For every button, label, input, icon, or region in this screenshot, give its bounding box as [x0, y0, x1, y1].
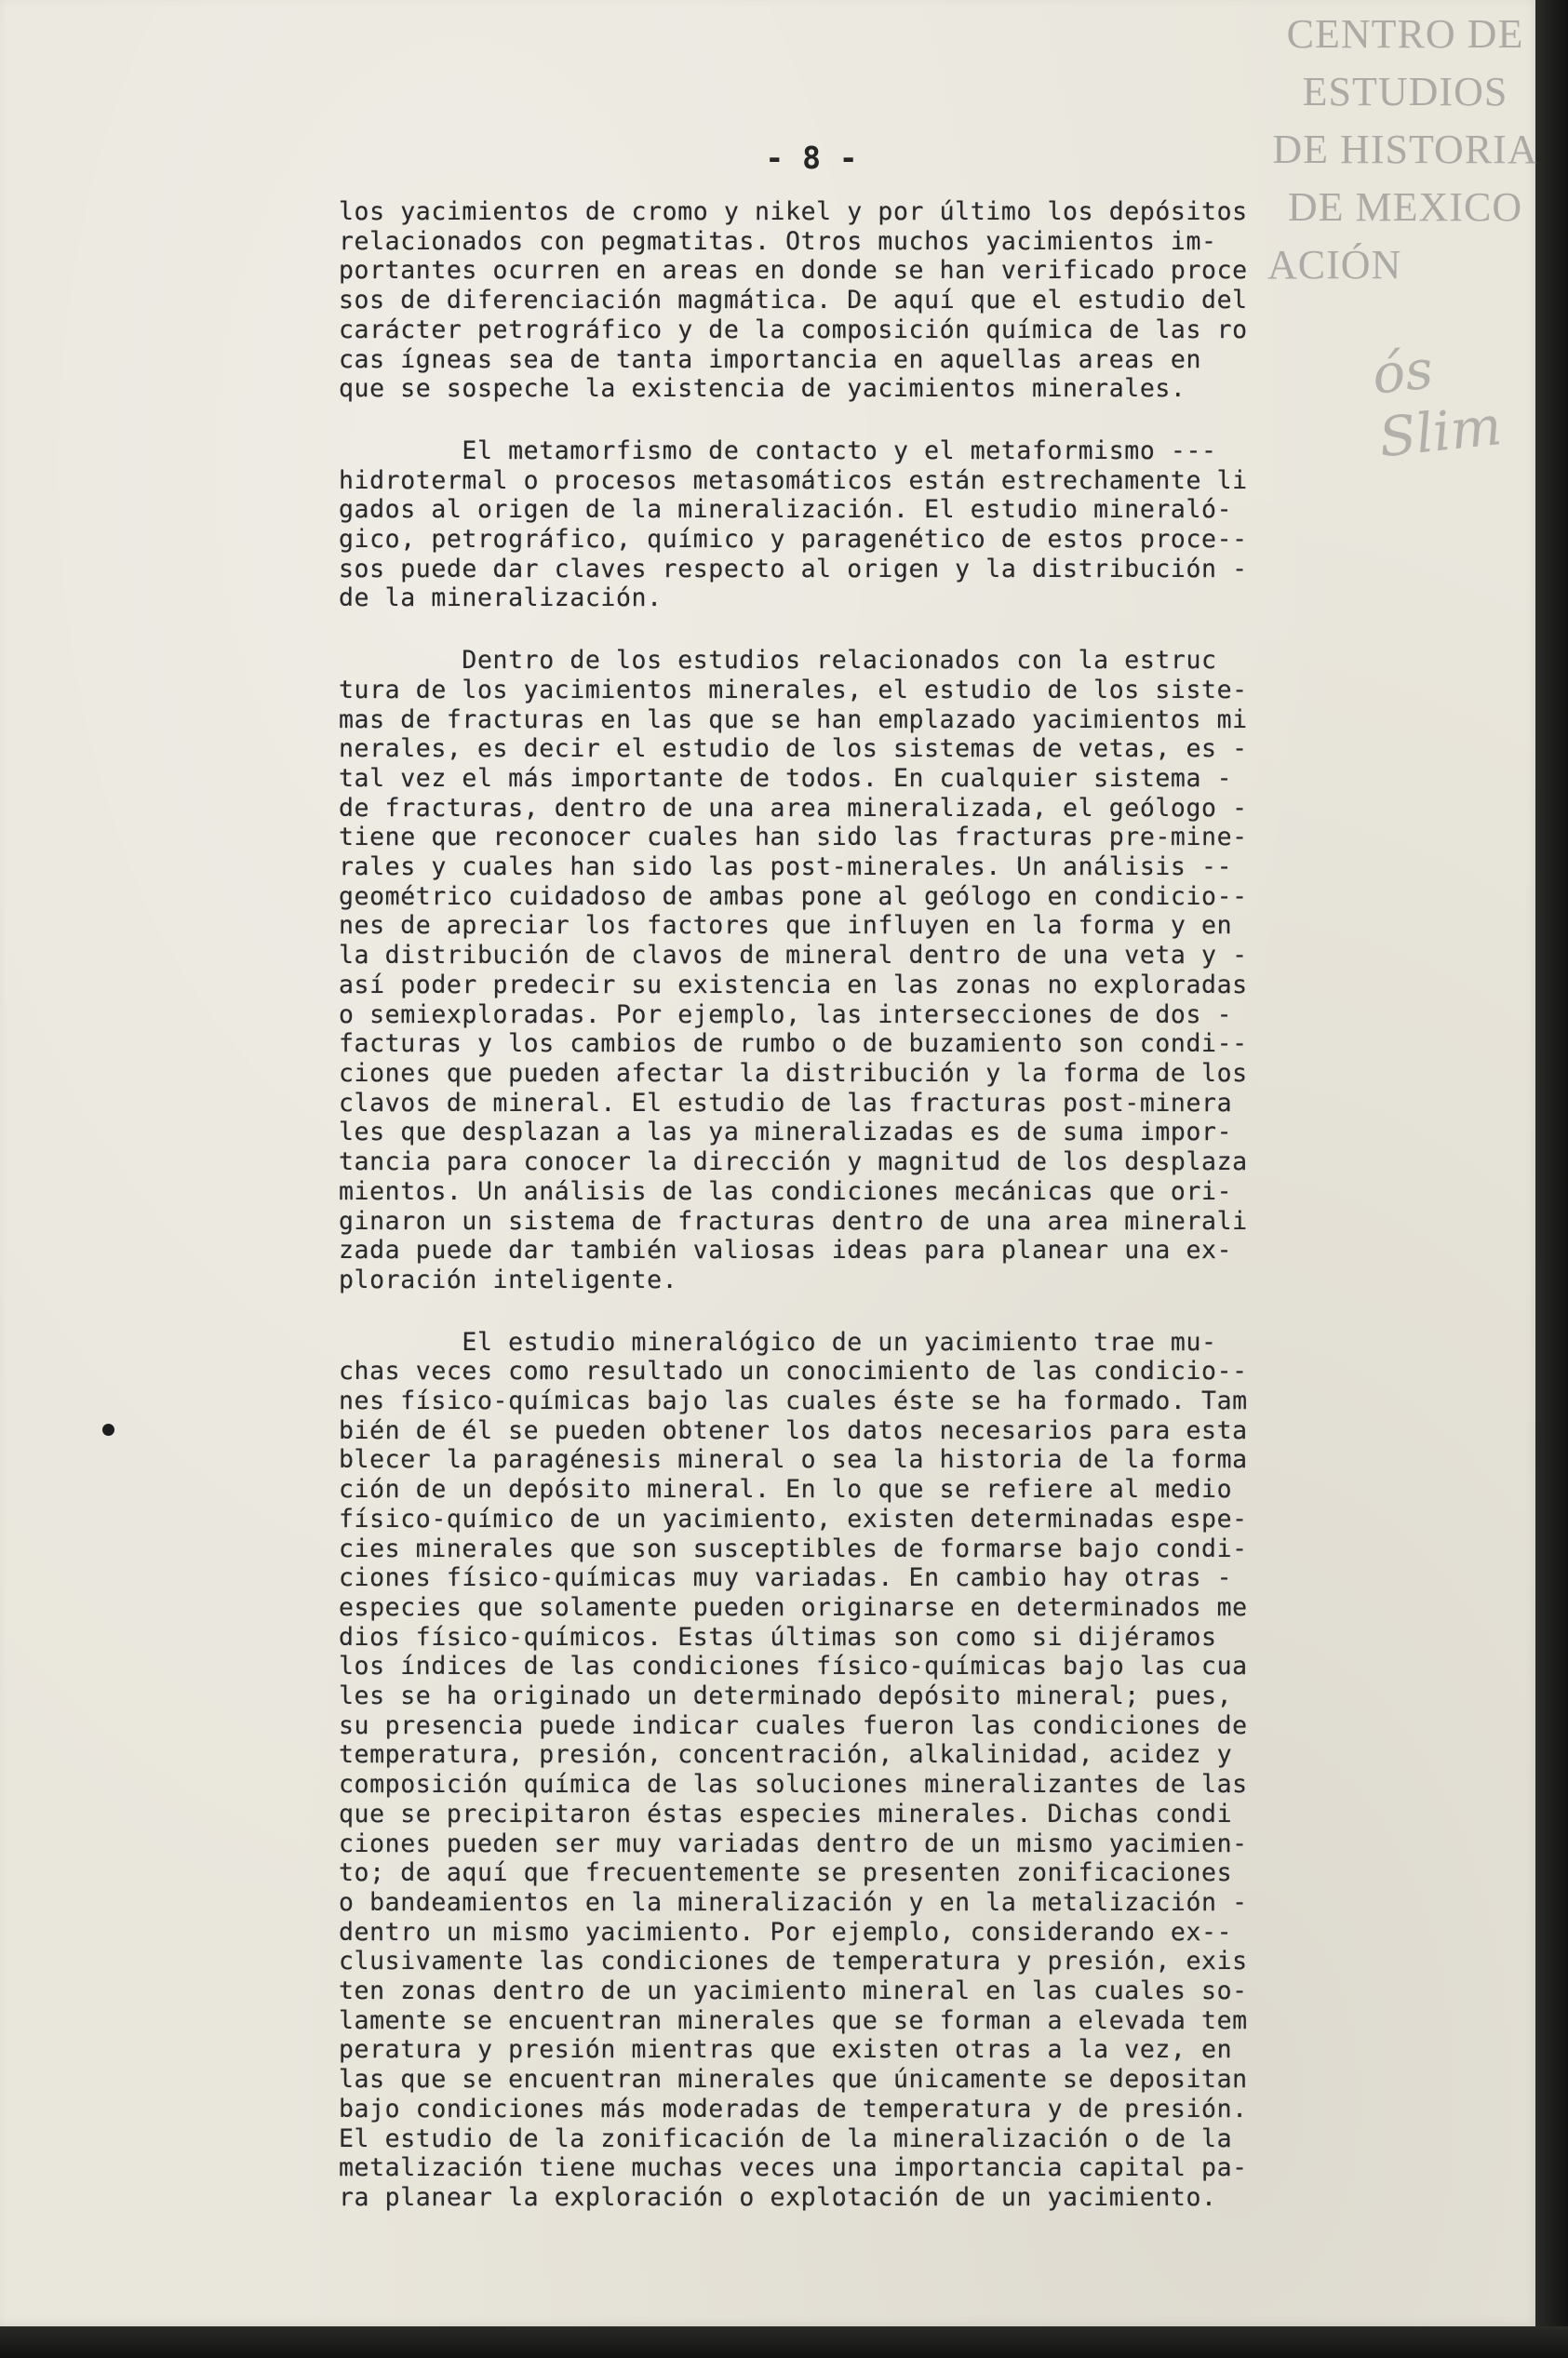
text-line: lamente se encuentran minerales que se forman a elevada tem	[339, 2005, 1248, 2035]
watermark-line: ESTUDIOS	[1302, 69, 1508, 114]
text-line: les que desplazan a las ya mineralizadas es de suma impor-	[339, 1118, 1233, 1147]
text-line: sos de diferenciación magmática. De aquí que el estudio del	[339, 286, 1248, 315]
text-line: El estudio mineralógico de un yacimiento trae mu-	[339, 1327, 1217, 1357]
text-line: blecer la paragénesis mineral o sea la historia de la forma	[339, 1445, 1248, 1475]
text-line: chas veces como resultado un conocimiento de las condicio--	[339, 1357, 1248, 1387]
text-line: físico-químico de un yacimiento, existen determinadas espe-	[339, 1504, 1248, 1534]
text-line: geométrico cuidadoso de ambas pone al geólogo en condicio--	[339, 881, 1248, 911]
text-line: ten zonas dentro de un yacimiento mineral en las cuales so-	[339, 1976, 1248, 2006]
paragraph-1	[339, 197, 1455, 404]
text-line: tancia para conocer la dirección y magnitud de los desplaza	[339, 1147, 1248, 1177]
text-line: de la mineralización.	[339, 583, 663, 613]
text-line: metalización tiene muchas veces una importancia capital pa-	[339, 2153, 1248, 2183]
text-line: portantes ocurren en areas en donde se han verificado proce	[339, 256, 1248, 286]
text-line: su presencia puede indicar cuales fueron las condiciones de	[339, 1710, 1248, 1740]
text-line: ciones físico-químicas muy variadas. En cambio hay otras -	[339, 1563, 1233, 1593]
watermark-line: CENTRO DE	[1286, 11, 1524, 57]
text-line: tiene que reconocer cuales han sido las fracturas pre-mine-	[339, 823, 1248, 852]
text-line: hidrotermal o procesos metasomáticos están estrechamente li	[339, 465, 1248, 495]
text-line: ploración inteligente.	[339, 1265, 678, 1294]
text-line: les se ha originado un determinado depósito mineral; pues,	[339, 1681, 1233, 1711]
text-line: clavos de mineral. El estudio de las fracturas post-minera	[339, 1088, 1233, 1118]
text-line: así poder predecir su existencia en las zonas no exploradas	[339, 970, 1248, 999]
text-line: ginaron un sistema de fracturas dentro de una area minerali	[339, 1206, 1248, 1236]
text-line: facturas y los cambios de rumbo o de buzamiento son condi--	[339, 1029, 1248, 1059]
text-line: to; de aquí que frecuentemente se presenten zonificaciones	[339, 1858, 1233, 1888]
text-line: de fracturas, dentro de una area mineralizada, el geólogo -	[339, 793, 1248, 823]
text-line: carácter petrográfico y de la composición química de las ro	[339, 315, 1248, 344]
page-number: - 8 -	[765, 140, 858, 176]
text-line: ra planear la exploración o explotación de un yacimiento.	[339, 2183, 1217, 2212]
watermark-line: ACIÓN	[1267, 242, 1402, 288]
text-line: relacionados con pegmatitas. Otros muchos yacimientos im-	[339, 226, 1217, 256]
text-line: gados al origen de la mineralización. El estudio mineraló-	[339, 495, 1233, 525]
text-line: peratura y presión mientras que existen otras a la vez, en	[339, 2035, 1233, 2065]
text-line: que se precipitaron éstas especies minerales. Dichas condi	[339, 1799, 1233, 1829]
paragraph-4	[339, 1328, 1455, 2213]
text-line: El metamorfismo de contacto y el metaformismo ---	[339, 435, 1217, 465]
text-line: bién de él se pueden obtener los datos necesarios para esta	[339, 1415, 1248, 1445]
text-line: sos puede dar claves respecto al origen y la distribución -	[339, 554, 1248, 583]
text-line: bajo condiciones más moderadas de temperatura y de presión.	[339, 2094, 1248, 2124]
text-line: cas ígneas sea de tanta importancia en aquellas areas en	[339, 344, 1202, 374]
text-line: especies que solamente pueden originarse en determinados me	[339, 1592, 1248, 1622]
text-line: cies minerales que son susceptibles de formarse bajo condi-	[339, 1534, 1248, 1563]
typewritten-body	[339, 197, 1455, 2213]
text-line: temperatura, presión, concentración, alkalinidad, acidez y	[339, 1740, 1233, 1770]
text-line: rales y cuales han sido las post-minerales. Un análisis --	[339, 852, 1233, 882]
text-line: o bandeamientos en la mineralización y en la metalización -	[339, 1887, 1248, 1917]
watermark-signature: ós Slim	[1369, 337, 1505, 470]
text-line: que se sospeche la existencia de yacimientos minerales.	[339, 374, 1186, 404]
text-line: los índices de las condiciones físico-químicas bajo las cua	[339, 1652, 1248, 1681]
paragraph-2	[339, 436, 1455, 613]
text-line: clusivamente las condiciones de temperatura y presión, exis	[339, 1947, 1248, 1976]
text-line: las que se encuentran minerales que únicamente se depositan	[339, 2065, 1248, 2095]
text-line: nes de apreciar los factores que influyen en la forma y en	[339, 911, 1233, 941]
text-line: Dentro de los estudios relacionados con la estruc	[339, 646, 1217, 676]
watermark-line: DE MEXICO	[1287, 184, 1523, 230]
watermark-line: DE HISTORIA	[1272, 127, 1538, 172]
text-line: ciones pueden ser muy variadas dentro de un mismo yacimien-	[339, 1829, 1248, 1858]
text-line: los yacimientos de cromo y nikel y por último los depósitos	[339, 197, 1248, 226]
text-line: mientos. Un análisis de las condiciones mecánicas que ori-	[339, 1176, 1233, 1206]
text-line: composición química de las soluciones mineralizantes de las	[339, 1770, 1248, 1800]
text-line: El estudio de la zonificación de la mineralización o de la	[339, 2124, 1233, 2153]
text-line: gico, petrográfico, químico y paragenético de estos proce--	[339, 525, 1248, 555]
page-edge-bottom	[0, 2326, 1568, 2358]
text-line: ciones que pueden afectar la distribución y la forma de los	[339, 1058, 1248, 1088]
text-line: nes físico-químicas bajo las cuales éste se ha formado. Tam	[339, 1387, 1248, 1416]
text-line: dios físico-químicos. Estas últimas son como si dijéramos	[339, 1622, 1217, 1652]
text-line: mas de fracturas en las que se han emplazado yacimientos mi	[339, 704, 1248, 734]
binding-hole-mark	[102, 1424, 114, 1436]
text-line: la distribución de clavos de mineral dentro de una veta y -	[339, 941, 1248, 971]
text-line: nerales, es decir el estudio de los sistemas de vetas, es -	[339, 734, 1248, 764]
text-line: tal vez el más importante de todos. En cualquier sistema -	[339, 763, 1233, 793]
text-line: zada puede dar también valiosas ideas para planear una ex-	[339, 1236, 1233, 1266]
paragraph-3	[339, 646, 1455, 1294]
text-line: ción de un depósito mineral. En lo que se refiere al medio	[339, 1475, 1233, 1505]
text-line: tura de los yacimientos minerales, el estudio de los siste-	[339, 675, 1248, 704]
text-line: dentro un mismo yacimiento. Por ejemplo, considerando ex--	[339, 1917, 1233, 1947]
text-line: o semiexploradas. Por ejemplo, las intersecciones de dos -	[339, 999, 1233, 1029]
